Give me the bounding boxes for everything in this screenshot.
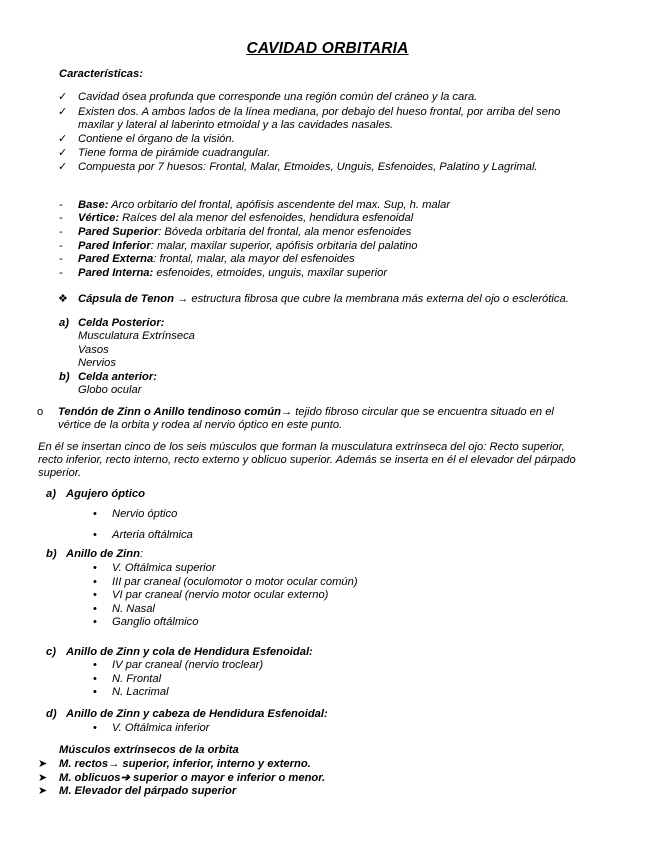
circle-bullet-icon: o	[37, 406, 44, 418]
bullet-icon: •	[93, 603, 97, 615]
musculo-name: M. oblicuos	[59, 772, 121, 784]
celda-marker: b)	[59, 371, 70, 383]
caracteristica-line: Existen dos. A ambos lados de la línea mediana, por debajo del hueso frontal, por arriba del seno	[78, 106, 561, 118]
agujero-item: III par craneal (oculomotor o motor ocular común)	[112, 576, 358, 588]
chevron-bullet-icon: ➤	[38, 785, 48, 797]
agujero-item: N. Nasal	[112, 603, 155, 615]
arrow-icon: →	[280, 406, 293, 418]
musculo-text: superior, inferior, interno y externo.	[119, 758, 311, 770]
musculo-item	[59, 758, 311, 771]
pared-label: Base:	[78, 199, 109, 211]
pared-label: Pared Inferior	[78, 240, 151, 252]
page-title: CAVIDAD ORBITARIA	[246, 40, 409, 57]
agujero-suffix: :	[139, 548, 144, 560]
pared-text: Arco orbitario del frontal, apófisis ascendente del max. Sup, h. malar	[108, 199, 451, 211]
agujero-heading	[66, 708, 328, 721]
check-icon: ✓	[58, 91, 68, 103]
bullet-icon: •	[93, 529, 97, 541]
pared-text: Raíces del ala menor del esfenoides, hendidura esfenoidal	[119, 212, 414, 224]
check-icon: ✓	[58, 161, 68, 173]
celda-label: Celda anterior:	[78, 371, 157, 383]
bullet-icon: •	[93, 659, 97, 671]
agujero-marker: d)	[46, 708, 57, 720]
caracteristica-line: maxilar y lateral al laberinto etmoidal y a las cavidades nasales.	[78, 119, 394, 131]
celda-item: Musculatura Extrínseca	[78, 330, 195, 342]
celda-label: Celda Posterior:	[78, 317, 165, 329]
musculo-name: M. rectos	[59, 758, 109, 770]
pared-text: esfenoides, etmoides, unguis, maxilar superior	[153, 267, 388, 279]
arrow-icon: →	[108, 758, 120, 770]
bullet-icon: •	[93, 686, 97, 698]
dash-icon: -	[59, 199, 63, 211]
agujero-item: Arteria oftálmica	[112, 529, 193, 541]
pared-text: : Bóveda orbitaria del frontal, ala menor esfenoides	[158, 226, 412, 238]
arrow-icon: ➔	[120, 772, 130, 784]
musculo-item	[59, 785, 236, 798]
pared-text: : malar, maxilar superior, apófisis orbitaria del palatino	[150, 240, 418, 252]
bullet-icon: •	[93, 722, 97, 734]
pared-label: Pared Externa	[78, 253, 154, 265]
zinn-paragraph-line: superior.	[38, 467, 82, 479]
agujero-label: Anillo de Zinn	[66, 548, 140, 560]
celda-item: Vasos	[78, 344, 109, 356]
agujero-heading	[66, 488, 145, 501]
tenon-item	[78, 293, 569, 306]
agujero-label: Anillo de Zinn y cola de Hendidura Esfenoidal:	[66, 646, 313, 658]
dash-icon: -	[59, 240, 63, 252]
dash-icon: -	[59, 226, 63, 238]
bullet-icon: •	[93, 589, 97, 601]
caracteristica-line: Contiene el órgano de la visión.	[78, 133, 235, 145]
musculo-name: M. Elevador del párpado superior	[59, 785, 237, 797]
agujero-marker: b)	[46, 548, 57, 560]
check-icon: ✓	[58, 133, 68, 145]
dash-icon: -	[59, 212, 63, 224]
pared-item	[78, 240, 418, 253]
pared-item	[78, 267, 387, 280]
agujero-label: Anillo de Zinn y cabeza de Hendidura Esfenoidal:	[66, 708, 328, 720]
musculo-item	[59, 772, 325, 785]
zinn-paragraph-line: En él se insertan cinco de los seis músculos que forman la musculatura extrínseca del ojo: Recto superior,	[38, 441, 565, 453]
check-icon: ✓	[58, 147, 68, 159]
bullet-icon: •	[93, 673, 97, 685]
musculo-text: superior o mayor e inferior o menor.	[129, 772, 326, 784]
agujero-item: IV par craneal (nervio troclear)	[112, 659, 264, 671]
tenon-label: Cápsula de Tenon	[78, 293, 174, 305]
dash-icon: -	[59, 253, 63, 265]
agujero-label: Agujero óptico	[66, 488, 145, 500]
pared-label: Vértice:	[78, 212, 120, 224]
zinn-label: Tendón de Zinn o Anillo tendinoso común	[58, 406, 281, 418]
caracteristica-line: Cavidad ósea profunda que corresponde una región común del cráneo y la cara.	[78, 91, 478, 103]
agujero-item: V. Oftálmica inferior	[112, 722, 210, 734]
caracteristica-line: Compuesta por 7 huesos: Frontal, Malar, Etmoides, Unguis, Esfenoides, Palatino y Lagrimal.	[78, 161, 538, 173]
bullet-icon: •	[93, 576, 97, 588]
pared-label: Pared Superior	[78, 226, 159, 238]
bullet-icon: •	[93, 508, 97, 520]
celda-item: Globo ocular	[78, 384, 142, 396]
agujero-marker: a)	[46, 488, 56, 500]
pared-item	[78, 199, 450, 212]
pared-label: Pared Interna:	[78, 267, 154, 279]
agujero-marker: c)	[46, 646, 56, 658]
chevron-bullet-icon: ➤	[38, 758, 48, 770]
zinn-paragraph-line: recto inferior, recto interno, recto externo y oblicuo superior. Además se inserta en él el elevador del párpado	[38, 454, 576, 466]
agujero-heading	[66, 548, 143, 561]
agujero-item: Nervio óptico	[112, 508, 178, 520]
bullet-icon: •	[93, 616, 97, 628]
dash-icon: -	[59, 267, 63, 279]
agujero-item: N. Frontal	[112, 673, 162, 685]
musculos-heading: Músculos extrínsecos de la orbita	[59, 744, 239, 756]
agujero-item: Ganglio oftálmico	[112, 616, 199, 628]
pared-text: : frontal, malar, ala mayor del esfenoides	[153, 253, 355, 265]
check-icon: ✓	[58, 106, 68, 118]
zinn-text: tejido fibroso circular que se encuentra situado en el	[292, 406, 554, 418]
pared-item	[78, 226, 411, 239]
tenon-text: → estructura fibrosa que cubre la membrana más externa del ojo o esclerótica.	[173, 293, 569, 305]
bullet-icon: •	[93, 562, 97, 574]
celda-marker: a)	[59, 317, 69, 329]
celda-item: Nervios	[78, 357, 116, 369]
zinn-item	[58, 406, 554, 419]
agujero-item: N. Lacrimal	[112, 686, 169, 698]
caracteristicas-heading: Características:	[59, 68, 143, 80]
agujero-item: V. Oftálmica superior	[112, 562, 216, 574]
pared-item	[78, 253, 355, 266]
agujero-heading	[66, 646, 313, 659]
diamond-bullet-icon: ❖	[58, 293, 69, 305]
pared-item	[78, 212, 413, 225]
chevron-bullet-icon: ➤	[38, 772, 48, 784]
zinn-text-cont: vértice de la orbita y rodea al nervio óptico en este punto.	[58, 419, 343, 431]
caracteristica-line: Tiene forma de pirámide cuadrangular.	[78, 147, 271, 159]
agujero-item: VI par craneal (nervio motor ocular externo)	[112, 589, 329, 601]
